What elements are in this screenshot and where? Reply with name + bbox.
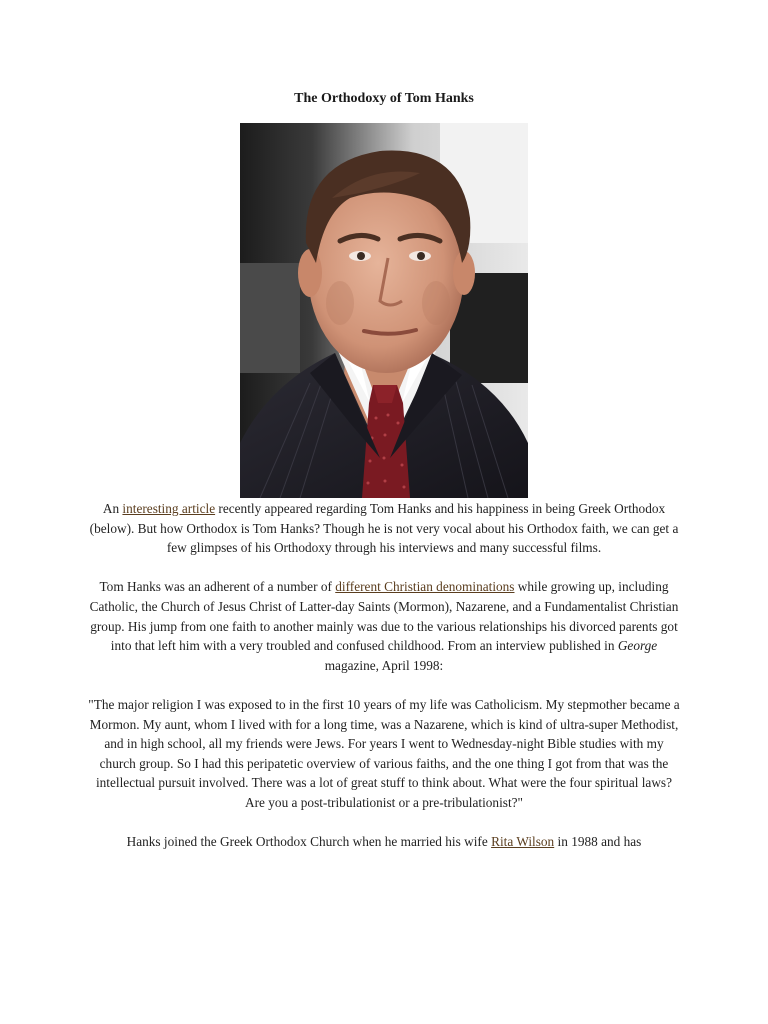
intro-text-start: An xyxy=(102,501,123,516)
article-body xyxy=(88,499,680,871)
article-title: The Orthodoxy of Tom Hanks xyxy=(294,91,474,106)
magazine-name: George xyxy=(617,638,658,654)
intro-text-rest: recently appeared regarding Tom Hanks and his happiness in being Greek Orthodox (below). But how Orthodox is Tom Hanks? Though he is not very vocal about his Orthodox faith, we can get a few glimpses of his Orthodoxy through his interviews and many successful films. xyxy=(89,501,679,556)
orthodox-text-end: in 1988 and has xyxy=(554,834,642,850)
tom-hanks-photo xyxy=(240,123,528,498)
background-text-start: Tom Hanks was an adherent of a number of xyxy=(99,579,336,595)
background-text-middle: while growing up, including Catholic, the Church of Jesus Christ of Latter-day Saints (Mormon), Nazarene, and a Fundamentalist Christian group. His jump from one faith to another mainly was due to the various relationships his divorced parents got into that left him with a very troubled and confused childhood. From an interview published in xyxy=(89,579,679,654)
interesting-article-link[interactable]: interesting article xyxy=(122,501,216,516)
background-text-end: magazine, April 1998: xyxy=(324,657,444,673)
intro-paragraph xyxy=(88,499,680,558)
christian-denominations-link[interactable]: different Christian denominations xyxy=(335,579,515,595)
orthodox-paragraph xyxy=(88,832,680,852)
background-paragraph xyxy=(88,577,680,675)
interview-quote: "The major religion I was exposed to in the first 10 years of my life was Catholicism. My stepmother became a Mormon. My aunt, whom I lived with for a long time, was a Nazarene, which is kind of ultra-super Methodist, and in high school, all my friends were Jews. For years I went to Wednesday-night Bible studies with my church group. So I had this peripatetic overview of various faiths, and the one thing I got from that was the intellectual pursuit involved. There was a lot of great stuff to think about. What were the four spiritual laws? Are you a post-tribulationist or a pre-tribulationist?" xyxy=(88,696,680,810)
rita-wilson-link[interactable]: Rita Wilson xyxy=(491,834,555,850)
orthodox-text-start: Hanks joined the Greek Orthodox Church when he married his wife xyxy=(126,834,492,850)
